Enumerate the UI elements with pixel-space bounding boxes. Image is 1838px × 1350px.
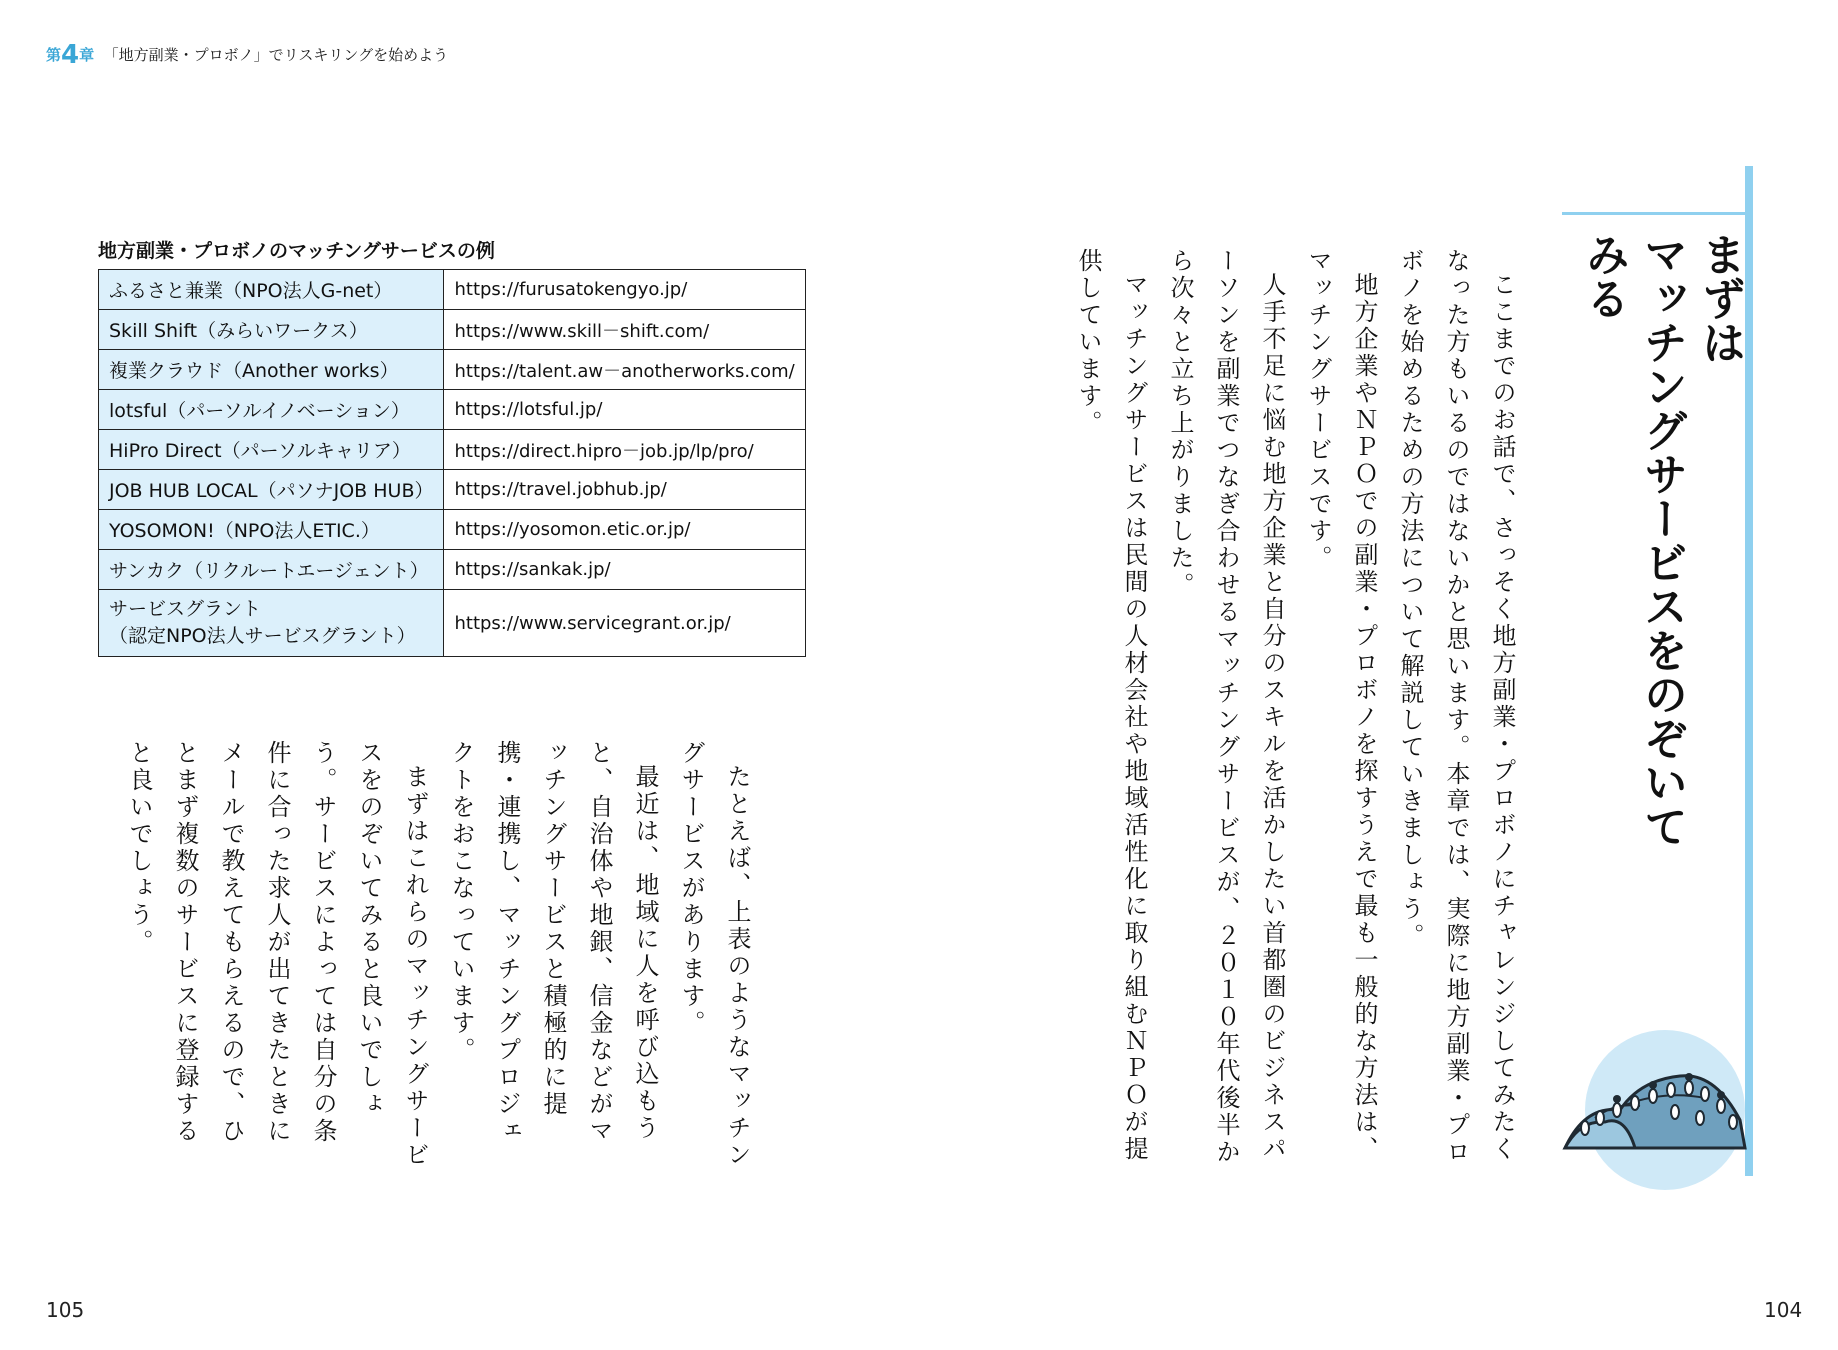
service-url[interactable]: https://www.servicegrant.or.jp/ <box>444 590 805 657</box>
service-name: YOSOMON!（NPO法人ETIC.） <box>99 510 444 550</box>
table-caption: 地方副業・プロボノのマッチングサービスの例 <box>98 240 495 262</box>
page-number-right: 104 <box>1764 1298 1803 1322</box>
paragraph: まずはこれらのマッチングサービスをのぞいてみると良いでしょう。サービスによっては自分の条件に合った求人が出てきたときにメールで教えてもらえるので、ひとまず複数のサービスに登録すると良いでしょう。 <box>125 740 429 1169</box>
section-title-line2: マッチングサービスをのぞいてみる <box>1578 232 1687 848</box>
body-text-left <box>125 740 760 1170</box>
chapter-label: 第4章 <box>46 40 95 70</box>
service-url[interactable]: https://travel.jobhub.jp/ <box>444 470 805 510</box>
service-name: Skill Shift（みらいワークス） <box>99 310 444 350</box>
table-row <box>99 430 806 470</box>
paragraph: マッチングサービスは民間の人材会社や地域活性化に取り組むＮＰＯが提供しています。 <box>1074 248 1148 1163</box>
table-row <box>99 550 806 590</box>
table-row <box>99 510 806 550</box>
table-row <box>99 590 806 657</box>
service-url[interactable]: https://talent.aw－anotherworks.com/ <box>444 350 805 390</box>
service-name: 複業クラウド（Another works） <box>99 350 444 390</box>
service-name: サンカク（リクルートエージェント） <box>99 550 444 590</box>
table-row <box>99 310 806 350</box>
body-text-right <box>1045 248 1525 1173</box>
table-row <box>99 270 806 310</box>
table-row <box>99 470 806 510</box>
paragraph: 地方企業やＮＰＯでの副業・プロボノを探すうえで最も一般的な方法は、マッチングサービスです。 <box>1304 248 1378 1163</box>
people-on-hill-illustration <box>1555 1010 1760 1190</box>
section-title <box>1578 232 1748 882</box>
accent-horizontal-line <box>1562 212 1752 215</box>
table-row <box>99 390 806 430</box>
paragraph: 最近は、地域に人を呼び込もうと、自治体や地銀、信金などがマッチングサービスと積極的に提携・連携し、マッチングプロジェクトをおこなっています。 <box>447 740 659 1145</box>
section-title-line1: まずは <box>1694 232 1745 364</box>
matching-services-table <box>98 269 806 657</box>
page-number-left: 105 <box>46 1298 85 1322</box>
running-header <box>46 40 448 70</box>
service-url[interactable]: https://sankak.jp/ <box>444 550 805 590</box>
service-url[interactable]: https://yosomon.etic.or.jp/ <box>444 510 805 550</box>
service-name: lotsful（パーソルイノベーション） <box>99 390 444 430</box>
paragraph: 人手不足に悩む地方企業と自分のスキルを活かしたい首都圏のビジネスパーソンを副業でつなぎ合わせるマッチングサービスが、２０１０年代後半から次々と立ち上がりました。 <box>1166 248 1286 1166</box>
service-name: ふるさと兼業（NPO法人G-net） <box>99 270 444 310</box>
service-name-line1: サービスグラント <box>109 598 262 620</box>
paragraph: たとえば、上表のようなマッチングサービスがあります。 <box>677 740 751 1169</box>
service-name: HiPro Direct（パーソルキャリア） <box>99 430 444 470</box>
service-name: JOB HUB LOCAL（パソナJOB HUB） <box>99 470 444 510</box>
service-name-line2: （認定NPO法人サービスグラント） <box>109 625 416 647</box>
paragraph: ここまでのお話で、さっそく地方副業・プロボノにチャレンジしてみたくなった方もいるのではないかと思います。本章では、実際に地方副業・プロボノを始めるための方法について解説していきましょう。 <box>1396 248 1516 1166</box>
service-url[interactable]: https://furusatokengyo.jp/ <box>444 270 805 310</box>
table-row <box>99 350 806 390</box>
service-url[interactable]: https://lotsful.jp/ <box>444 390 805 430</box>
service-url[interactable]: https://direct.hipro－job.jp/lp/pro/ <box>444 430 805 470</box>
service-name <box>99 590 444 657</box>
service-url[interactable]: https://www.skill－shift.com/ <box>444 310 805 350</box>
chapter-title: 「地方副業・プロボノ」でリスキリングを始めよう <box>103 46 449 64</box>
